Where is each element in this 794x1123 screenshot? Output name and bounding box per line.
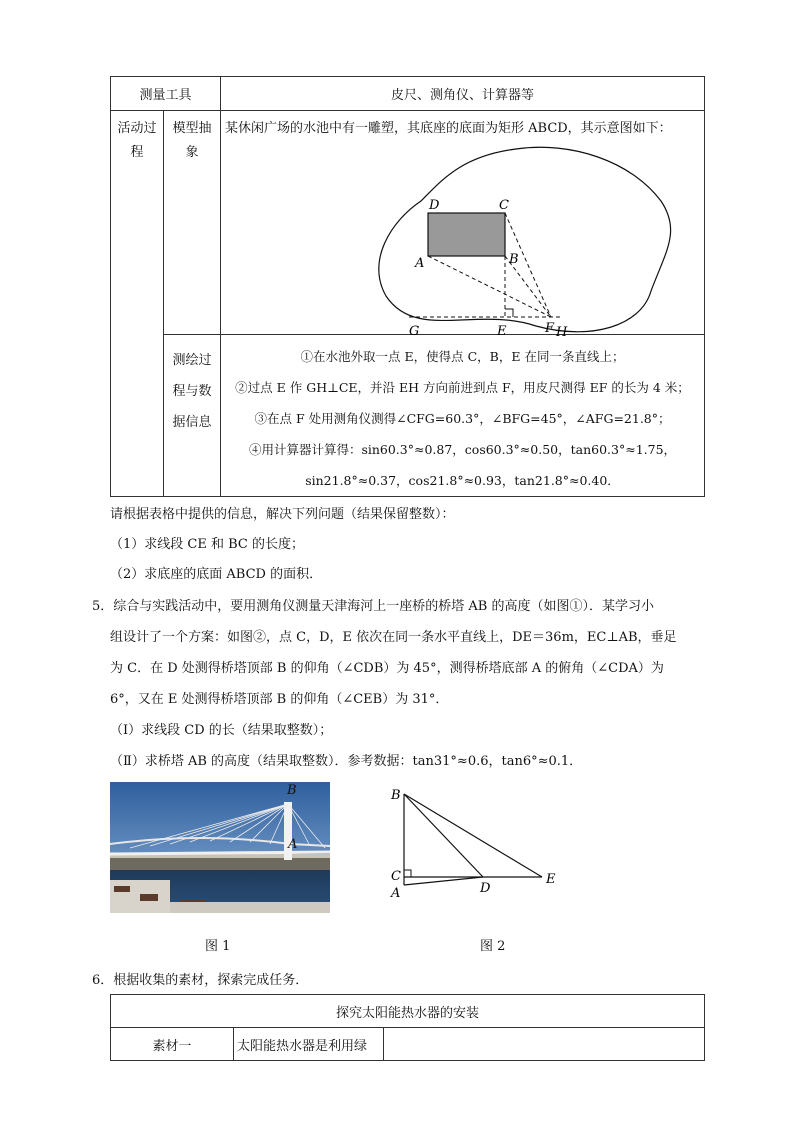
survey-table — [110, 76, 705, 497]
material-empty-cell — [384, 1028, 705, 1061]
fig2-label-B: B — [391, 788, 401, 803]
material-text: 太阳能热水器是利用绿 — [237, 1038, 368, 1054]
survey-steps-cell — [221, 335, 705, 497]
p5-line-4: 6°，又在 E 处测得桥塔顶部 B 的仰角（∠CEB）为 31°． — [110, 692, 449, 707]
step-1: ①在水池外取一点 E，使得点 C，B，E 在同一条直线上； — [300, 349, 625, 364]
base-rect — [428, 213, 505, 256]
step-3: ③在点 F 处用测角仪测得∠CFG=60.3°，∠BFG=45°，∠AFG=21.8°； — [254, 411, 671, 426]
p5-line-1: 5．综合与实践活动中，要用测角仪测量天津海河上一座桥的桥塔 AB 的高度（如图①）．某学习小 — [92, 599, 654, 614]
step-2: ②过点 E 作 GH⊥CE，并沿 EH 方向前进到点 F，用皮尺测得 EF 的长为 4 米； — [235, 380, 690, 395]
solar-title-cell — [111, 995, 705, 1028]
p5-question-2: （Ⅱ）求桥塔 AB 的高度（结果取整数）．参考数据：tan31°≈0.6，tan6°≈0.1． — [110, 754, 583, 769]
fig2-label-D: D — [480, 881, 491, 896]
question-2: （2）求底座的底面 ABCD 的面积． — [110, 567, 323, 582]
p5-line-2: 组设计了一个方案：如图②，点 C，D，E 依次在同一条水平直线上，DE＝36m，EC⊥AB，垂足 — [110, 630, 677, 645]
activity-label-2: 程 — [130, 145, 144, 160]
survey-label-1: 测绘过 — [172, 353, 212, 368]
bridge-photo — [110, 782, 330, 913]
tool-value-cell — [221, 77, 705, 111]
question-1: （1）求线段 CE 和 BC 的长度； — [110, 537, 304, 552]
fig2-label-C: C — [391, 869, 401, 884]
activity-label-cell — [111, 111, 164, 497]
p5-line-3: 为 C．在 D 处测得桥塔顶部 B 的仰角（∠CDB）为 45°，测得桥塔底部 A 的俯角（∠CDA）为 — [110, 661, 664, 676]
model-cell — [221, 111, 705, 340]
label-F: F — [545, 321, 555, 336]
label-A: A — [415, 256, 425, 271]
p6-intro: 6．根据收集的素材，探索完成任务． — [92, 973, 309, 988]
label-E: E — [497, 324, 507, 339]
model-label-1: 模型抽 — [172, 121, 212, 136]
caption-fig-1: 图 1 — [205, 939, 231, 954]
solar-table — [110, 994, 705, 1061]
model-label-cell — [164, 111, 221, 335]
survey-label-3: 据信息 — [172, 415, 212, 430]
solar-table-title: 探究太阳能热水器的安装 — [335, 1005, 479, 1021]
label-G: G — [409, 324, 420, 339]
step-5: sin21.8°≈0.37，cos21.8°≈0.93，tan21.8°≈0.40． — [305, 473, 620, 488]
fig2-label-E: E — [546, 872, 556, 887]
label-C: C — [499, 198, 509, 213]
tool-value: 皮尺、测角仪、计算器等 — [390, 88, 534, 103]
fig2-label-A: A — [391, 886, 401, 901]
material-text-cell — [234, 1028, 384, 1061]
survey-label-cell — [164, 335, 221, 497]
label-H: H — [556, 325, 568, 340]
p5-question-1: （Ⅰ）求线段 CD 的长（结果取整数）； — [110, 723, 333, 738]
photo-label-B: B — [287, 783, 297, 798]
tool-label-cell — [111, 77, 221, 111]
pool-diagram — [331, 141, 711, 341]
tool-label: 测量工具 — [139, 88, 192, 103]
figure-2-diagram — [385, 784, 565, 904]
survey-label-2: 程与数 — [172, 384, 212, 399]
material-label: 素材一 — [152, 1038, 192, 1054]
label-B: B — [509, 252, 519, 267]
photo-label-A: A — [288, 837, 298, 852]
caption-fig-2: 图 2 — [480, 939, 506, 954]
activity-label-1: 活动过 — [117, 121, 157, 136]
label-D: D — [429, 198, 440, 213]
step-4: ④用计算器计算得：sin60.3°≈0.87，cos60.3°≈0.50，tan60.3°≈1.75， — [248, 442, 677, 457]
model-label-2: 象 — [185, 145, 199, 160]
material-label-cell — [111, 1028, 234, 1061]
model-text: 某休闲广场的水池中有一雕塑，其底座的底面为矩形 ABCD，其示意图如下： — [225, 121, 672, 136]
instructions-line: 请根据表格中提供的信息，解决下列问题（结果保留整数）： — [110, 507, 455, 522]
